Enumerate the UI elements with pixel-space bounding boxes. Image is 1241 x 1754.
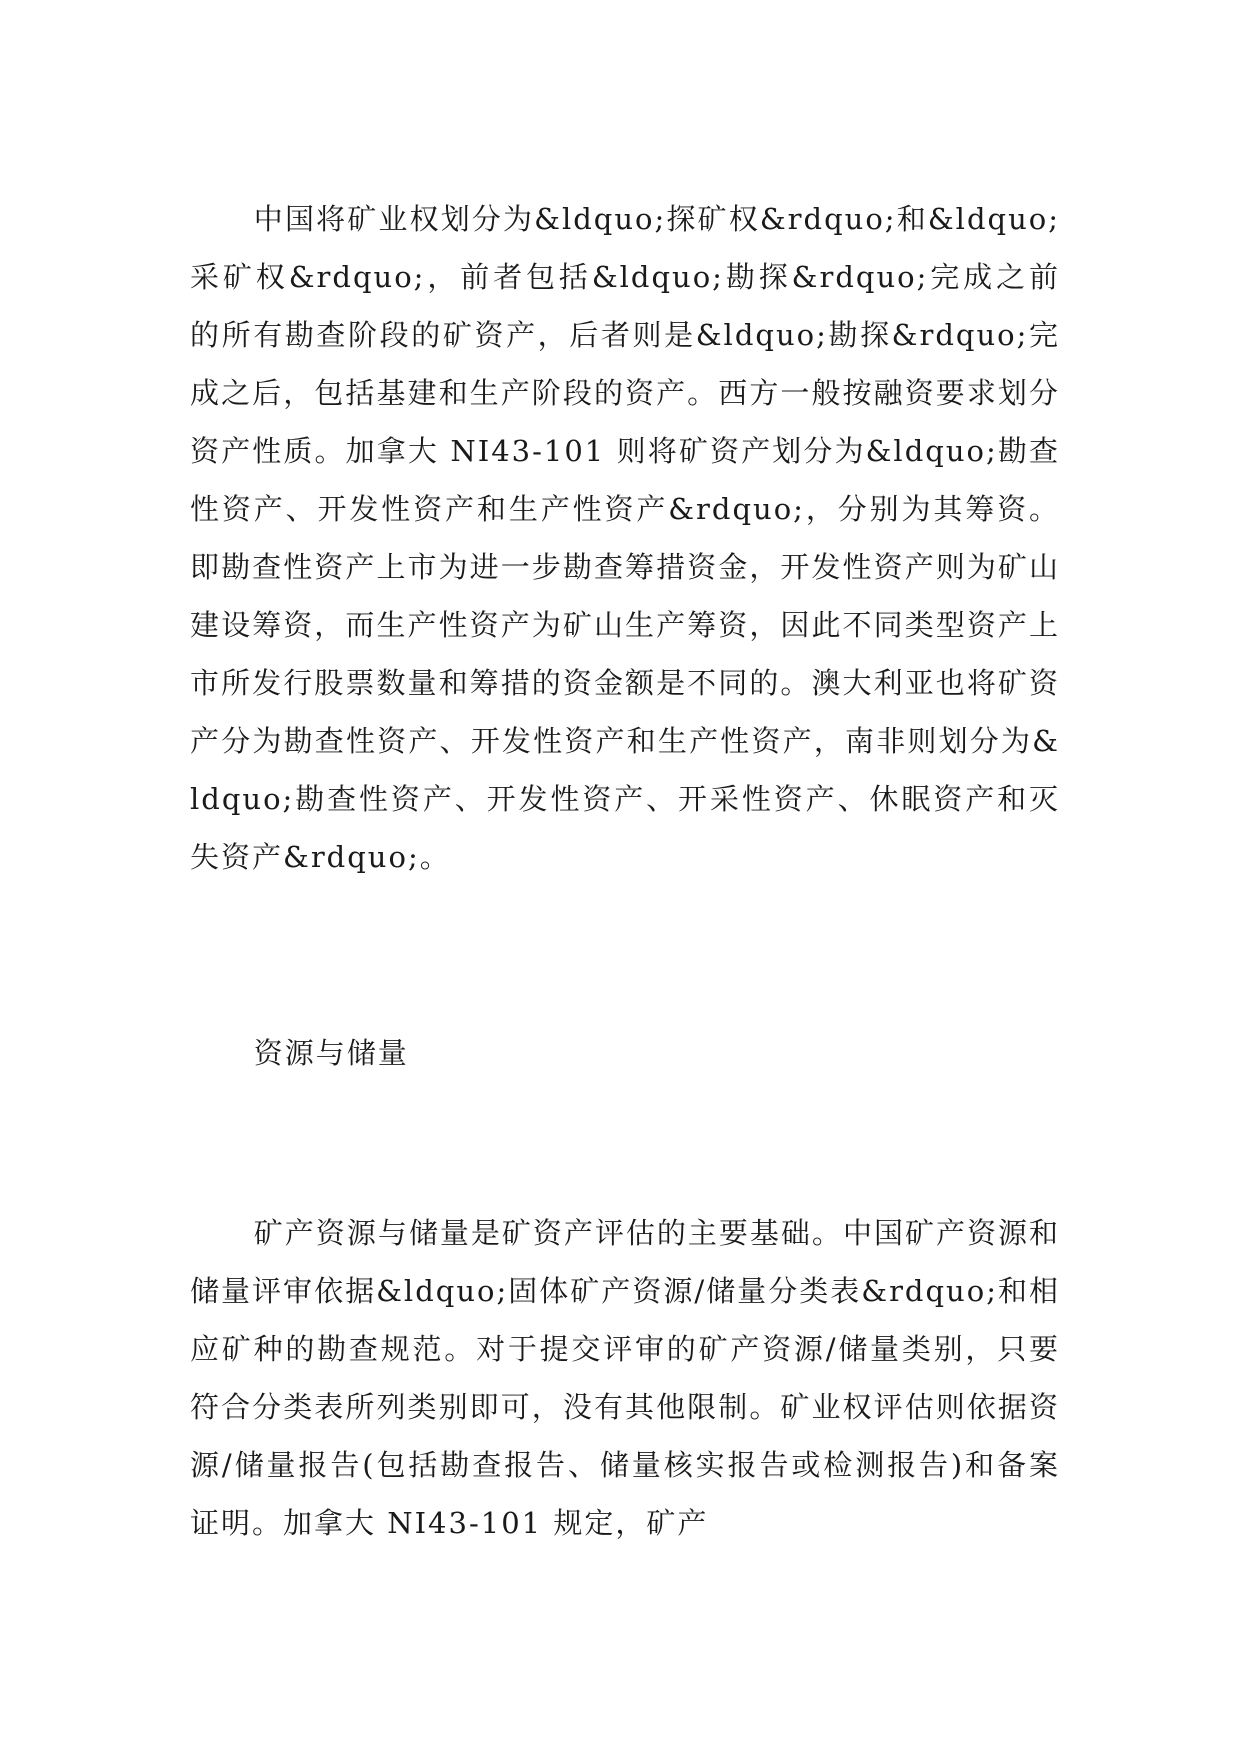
paragraph-resources-reserves: 矿产资源与储量是矿资产评估的主要基础。中国矿产资源和储量评审依据&ldquo;固体矿产资源/储量分类表&rdquo;和相应矿种的勘查规范。对于提交评审的矿产资源/储量类别，只要符合分类表所列类别即可，没有其他限制。矿业权评估则依据资源/储量报告(包括勘查报告、储量核实报告或检测报告)和备案证明。加拿大 NI43-101 规定，矿产 xyxy=(190,1216,1060,1540)
section-heading-block xyxy=(190,1024,1060,1082)
paragraph-mineral-rights: 中国将矿业权划分为&ldquo;探矿权&rdquo;和&ldquo;采矿权&rdquo;，前者包括&ldquo;勘探&rdquo;完成之前的所有勘查阶段的矿资产，后者则是&ldquo;勘探&rdquo;完成之后，包括基建和生产阶段的资产。西方一般按融资要求划分资产性质。加拿大 NI43-101 则将矿资产划分为&ldquo;勘查性资产、开发性资产和生产性资产&rdquo;，分别为其筹资。即勘查性资产上市为进一步勘查筹措资金，开发性资产则为矿山建设筹资，而生产性资产为矿山生产筹资，因此不同类型资产上市所发行股票数量和筹措的资金额是不同的。澳大利亚也将矿资产分为勘查性资产、开发性资产和生产性资产，南非则划分为&ldquo;勘查性资产、开发性资产、开采性资产、休眠资产和灭失资产&rdquo;。 xyxy=(190,202,1060,874)
body-text-block xyxy=(190,1204,1060,1552)
section-heading: 资源与储量 xyxy=(253,1036,409,1070)
body-text-block xyxy=(190,190,1060,886)
